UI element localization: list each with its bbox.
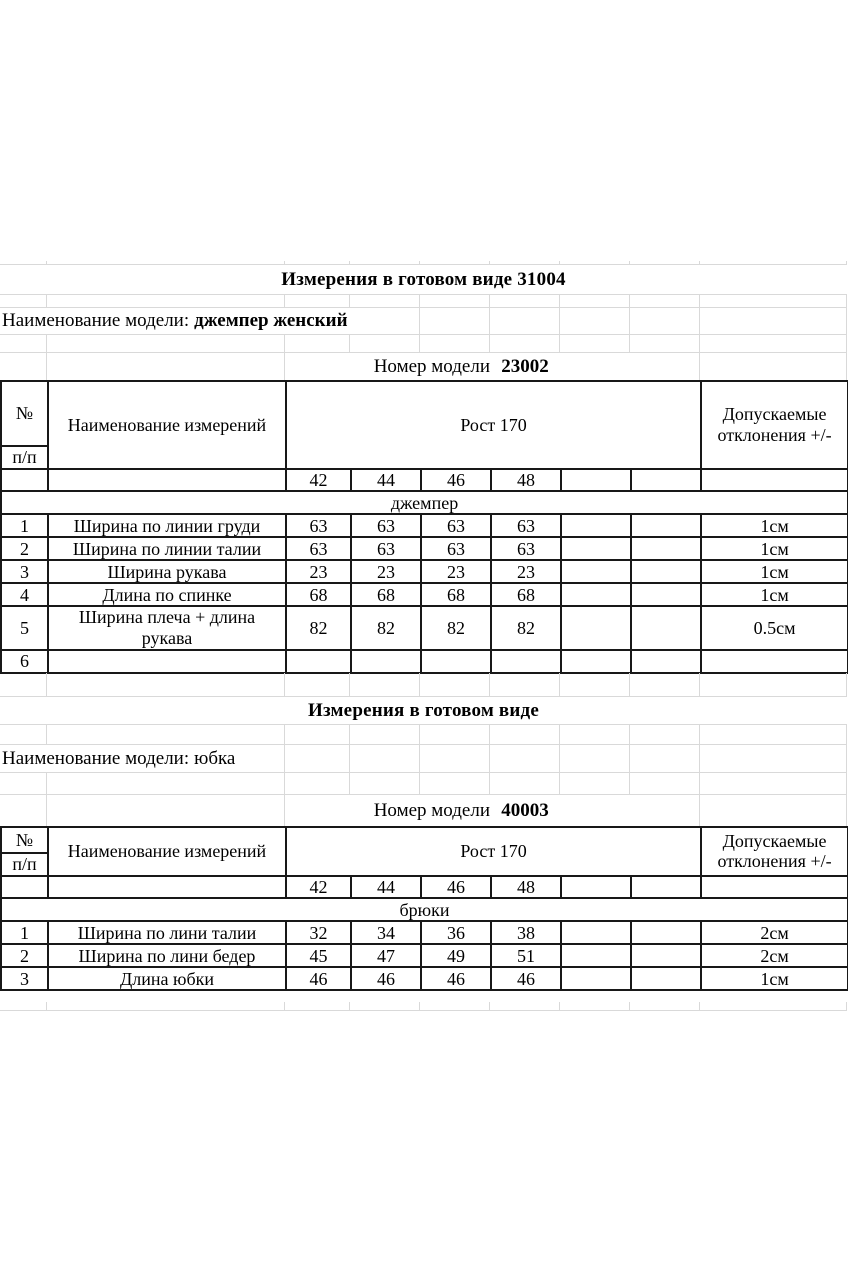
empty-grid-row	[0, 295, 847, 308]
tolerance-cell	[701, 650, 848, 673]
tolerance-cell: 2см	[701, 944, 848, 967]
table-row	[1, 514, 848, 537]
table-header-row	[1, 827, 848, 853]
value-cell: 46	[351, 967, 421, 990]
value-cell: 82	[491, 606, 561, 649]
value-cell-empty	[561, 606, 631, 649]
value-cell: 68	[286, 583, 351, 606]
section2-model-name: Наименование модели: юбка	[2, 745, 245, 772]
value-cell: 68	[351, 583, 421, 606]
table-row	[1, 560, 848, 583]
tolerance-cell: 1см	[701, 537, 848, 560]
value-cell: 23	[491, 560, 561, 583]
row-number-cell: 5	[1, 606, 48, 649]
col-header-measurement-name: Наименование измерений	[48, 381, 286, 469]
section2-model-number: Номер модели 40003	[300, 795, 630, 826]
empty-cell	[48, 876, 286, 899]
size-cell-empty	[631, 469, 701, 492]
size-cell-empty	[561, 876, 631, 899]
value-cell: 46	[491, 967, 561, 990]
empty-cell	[1, 469, 48, 492]
value-cell-empty	[561, 583, 631, 606]
value-cell-empty	[561, 967, 631, 990]
table-row	[1, 606, 848, 649]
value-cell: 63	[351, 537, 421, 560]
table-row	[1, 583, 848, 606]
tolerance-cell: 1см	[701, 967, 848, 990]
value-cell-empty	[561, 650, 631, 673]
size-cell: 48	[491, 876, 561, 899]
row-number-cell: 3	[1, 967, 48, 990]
value-cell-empty	[631, 514, 701, 537]
value-cell: 63	[286, 537, 351, 560]
section1-model-row	[0, 308, 847, 335]
empty-grid-row	[0, 335, 847, 353]
value-cell: 68	[421, 583, 491, 606]
size-cell-empty	[631, 876, 701, 899]
col-header-pp: п/п	[1, 853, 48, 876]
empty-cell	[1, 876, 48, 899]
value-cell-empty	[561, 921, 631, 944]
group-row	[1, 898, 848, 921]
group-row	[1, 491, 848, 514]
value-cell: 47	[351, 944, 421, 967]
section1-model-number-row	[0, 353, 847, 380]
size-cell: 46	[421, 876, 491, 899]
group-label: брюки	[1, 898, 848, 921]
value-cell: 63	[286, 514, 351, 537]
section1-model-name: Наименование модели: джемпер женский	[2, 308, 358, 334]
measurement-name-cell: Ширина рукава	[48, 560, 286, 583]
tolerance-cell: 2см	[701, 921, 848, 944]
tolerance-cell: 1см	[701, 514, 848, 537]
row-number-cell: 3	[1, 560, 48, 583]
value-cell: 32	[286, 921, 351, 944]
value-cell: 82	[286, 606, 351, 649]
size-cell: 44	[351, 876, 421, 899]
col-header-measurement-name: Наименование измерений	[48, 827, 286, 876]
table-row	[1, 944, 848, 967]
size-cell-empty	[561, 469, 631, 492]
col-header-tolerance: Допускаемые отклонения +/-	[701, 827, 848, 876]
table-row	[1, 650, 848, 673]
empty-grid-row	[0, 673, 847, 697]
value-cell: 68	[491, 583, 561, 606]
empty-cell	[701, 876, 848, 899]
value-cell: 51	[491, 944, 561, 967]
measurement-name-cell: Длина по спинке	[48, 583, 286, 606]
value-cell: 34	[351, 921, 421, 944]
value-cell: 63	[421, 514, 491, 537]
value-cell: 63	[491, 537, 561, 560]
table-row	[1, 967, 848, 990]
size-cell: 46	[421, 469, 491, 492]
value-cell: 45	[286, 944, 351, 967]
col-header-height: Рост 170	[286, 827, 701, 876]
row-number-cell: 2	[1, 944, 48, 967]
value-cell: 46	[421, 967, 491, 990]
value-cell: 23	[351, 560, 421, 583]
row-number-cell: 1	[1, 921, 48, 944]
sizes-row	[1, 876, 848, 899]
value-cell: 46	[286, 967, 351, 990]
section1-model-number: Номер модели 23002	[300, 353, 630, 380]
tolerance-cell: 1см	[701, 583, 848, 606]
table-body	[1, 921, 848, 990]
tolerance-cell: 0.5см	[701, 606, 848, 649]
value-cell-empty	[631, 944, 701, 967]
value-cell-empty	[561, 514, 631, 537]
value-cell: 63	[351, 514, 421, 537]
value-cell-empty	[561, 560, 631, 583]
value-cell	[351, 650, 421, 673]
row-number-cell: 6	[1, 650, 48, 673]
table-body	[1, 514, 848, 672]
measurement-name-cell: Ширина по линии талии	[48, 537, 286, 560]
value-cell-empty	[631, 650, 701, 673]
measurement-name-cell	[48, 650, 286, 673]
value-cell	[421, 650, 491, 673]
value-cell: 38	[491, 921, 561, 944]
col-header-pp: п/п	[1, 446, 48, 469]
value-cell	[286, 650, 351, 673]
row-number-cell: 4	[1, 583, 48, 606]
measurement-name-cell: Ширина по линии груди	[48, 514, 286, 537]
value-cell	[491, 650, 561, 673]
col-header-height: Рост 170	[286, 381, 701, 469]
col-header-no: №	[1, 381, 48, 446]
size-cell: 42	[286, 469, 351, 492]
empty-cell	[48, 469, 286, 492]
section2-model-number-row	[0, 795, 847, 826]
size-cell: 48	[491, 469, 561, 492]
section2-model-row	[0, 745, 847, 773]
empty-grid-row	[0, 773, 847, 795]
value-cell: 49	[421, 944, 491, 967]
group-label: джемпер	[1, 491, 848, 514]
grid-sliver-row	[0, 1002, 847, 1011]
measurement-name-cell: Длина юбки	[48, 967, 286, 990]
value-cell-empty	[631, 583, 701, 606]
value-cell-empty	[631, 967, 701, 990]
measurement-name-cell: Ширина плеча + длина рукава	[48, 606, 286, 649]
row-number-cell: 2	[1, 537, 48, 560]
value-cell: 82	[421, 606, 491, 649]
value-cell-empty	[631, 560, 701, 583]
measurement-name-cell: Ширина по лини бедер	[48, 944, 286, 967]
table-row	[1, 537, 848, 560]
section2-title: Измерения в готовом виде	[0, 697, 847, 725]
measurements-table-jumper	[0, 380, 848, 674]
value-cell: 36	[421, 921, 491, 944]
value-cell-empty	[561, 537, 631, 560]
measurements-table-skirt	[0, 826, 848, 991]
size-cell: 44	[351, 469, 421, 492]
value-cell: 63	[421, 537, 491, 560]
table-row	[1, 921, 848, 944]
section1-title: Измерения в готовом виде 31004	[0, 265, 847, 295]
sizes-row	[1, 469, 848, 492]
tolerance-cell: 1см	[701, 560, 848, 583]
empty-cell	[701, 469, 848, 492]
value-cell: 63	[491, 514, 561, 537]
row-number-cell: 1	[1, 514, 48, 537]
value-cell-empty	[561, 944, 631, 967]
col-header-no: №	[1, 827, 48, 853]
col-header-tolerance: Допускаемые отклонения +/-	[701, 381, 848, 469]
table-header-row	[1, 381, 848, 446]
value-cell: 82	[351, 606, 421, 649]
value-cell: 23	[421, 560, 491, 583]
value-cell-empty	[631, 606, 701, 649]
value-cell: 23	[286, 560, 351, 583]
size-cell: 42	[286, 876, 351, 899]
value-cell-empty	[631, 921, 701, 944]
value-cell-empty	[631, 537, 701, 560]
measurement-name-cell: Ширина по лини талии	[48, 921, 286, 944]
empty-grid-row	[0, 725, 847, 745]
